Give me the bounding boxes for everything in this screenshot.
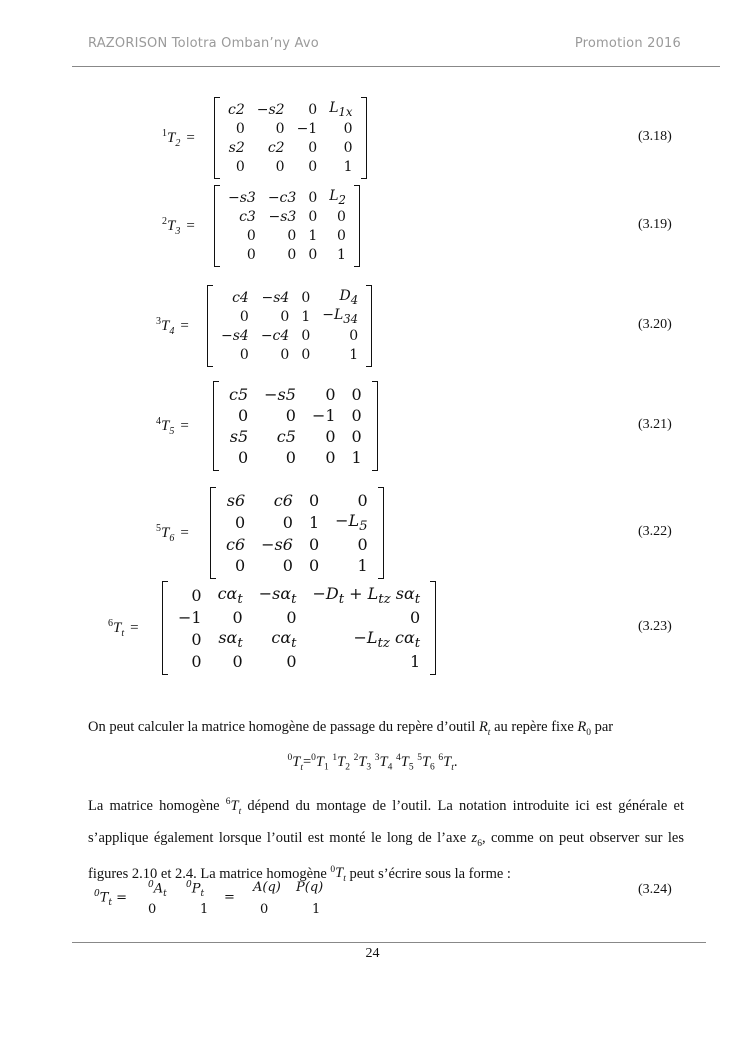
matrix-cell: −s6 (261, 535, 293, 555)
matrix-cell: $L_{1x}$ (329, 100, 353, 119)
equation-number: (3.21) (638, 417, 672, 432)
left-bracket (214, 185, 220, 267)
matrix-row (222, 207, 352, 226)
matrix-row (222, 157, 359, 176)
matrix-cell: $c\alpha_t$ (271, 628, 297, 652)
matrix-cell: −s4 (261, 289, 290, 306)
matrix-cell: −1 (311, 406, 336, 425)
matrix-cell: c4 (232, 289, 249, 306)
matrix-cell: 0 (325, 427, 336, 446)
matrix-row (215, 345, 364, 364)
matrix-cell: −s2 (256, 101, 285, 118)
matrix-cell: 0 (285, 406, 296, 425)
block-equation (94, 880, 654, 920)
matrix-label: $^5T_6$ = (156, 523, 189, 544)
matrix-cell: $c\alpha_t$ (217, 584, 243, 608)
matrix-cell: 0 (232, 652, 243, 672)
equation-number: (3.18) (638, 129, 672, 144)
left-bracket (214, 97, 220, 179)
matrix-cell: $-L_{34}$ (322, 307, 359, 326)
matrix-cell: s6 (226, 491, 246, 510)
matrix-cell: 1 (351, 448, 362, 467)
matrix-cell: 0 (409, 608, 421, 628)
matrix-row (215, 326, 364, 345)
matrix-row (215, 288, 364, 307)
matrix-cell: 0 (308, 556, 320, 576)
matrix-cell: 1 (308, 513, 320, 533)
matrix-cell: 0 (234, 513, 246, 533)
matrix-cell: −c4 (260, 327, 290, 344)
right-bracket (354, 185, 360, 267)
matrix-cell: −s4 (221, 327, 249, 344)
matrix-row (218, 555, 376, 576)
header-author: RAZORISON Tolotra Omban’ny Avo (88, 36, 319, 51)
matrix (215, 288, 364, 364)
matrix-cell: 0 (275, 120, 285, 137)
matrix-cell: −s3 (268, 208, 297, 225)
matrix-cell: 0 (337, 208, 346, 225)
matrix-cell: 0 (235, 120, 245, 137)
equation-number-3-24: (3.24) (638, 882, 672, 897)
matrix-cell: 0 (237, 406, 249, 425)
matrix (222, 188, 352, 264)
matrix-row (221, 405, 370, 426)
matrix-cell: 0 (287, 246, 297, 263)
matrix-cell: 0 (191, 586, 202, 606)
matrix-cell: s5 (229, 427, 249, 446)
matrix-row (218, 511, 376, 534)
matrix-cell: $-s\alpha_t$ (258, 584, 297, 608)
matrix-cell: $s\alpha_t$ (218, 628, 243, 652)
block-eq-cell-0At: $^0A_t$ (148, 880, 167, 899)
matrix-cell: 0 (280, 346, 290, 363)
matrix-label: $^3T_4$ = (156, 316, 189, 337)
right-bracket (372, 381, 378, 471)
matrix-cell: c5 (276, 427, 296, 446)
matrix-cell: c2 (228, 101, 245, 118)
matrix (218, 490, 376, 576)
block-eq-cell-0Pt: $^0P_t$ (186, 880, 205, 899)
matrix-cell: 0 (191, 652, 202, 672)
header-rule (72, 66, 720, 67)
matrix-cell: 0 (351, 406, 362, 425)
matrix-cell: 0 (301, 289, 311, 306)
matrix-cell: 0 (357, 535, 368, 555)
block-eq-cell-one: 1 (200, 902, 209, 917)
right-bracket (366, 285, 372, 367)
right-bracket (430, 581, 436, 675)
block-eq-cell-one-2: 1 (312, 902, 321, 917)
matrix-row (170, 651, 428, 672)
matrix-cell: 0 (235, 158, 245, 175)
matrix-cell: 0 (301, 327, 311, 344)
matrix-cell: 1 (357, 556, 368, 576)
matrix-row (222, 226, 352, 245)
equation-number: (3.22) (638, 524, 672, 539)
matrix-cell: 0 (280, 308, 290, 325)
block-eq-equals: = (224, 890, 235, 905)
matrix-cell: 0 (282, 556, 293, 576)
matrix-row (170, 584, 428, 607)
matrix-cell: 0 (308, 208, 318, 225)
matrix-cell: 0 (232, 608, 243, 628)
matrix-cell: c6 (226, 535, 246, 555)
matrix-cell: 0 (343, 139, 353, 156)
matrix-row (170, 607, 428, 628)
matrix (221, 384, 370, 468)
left-bracket (213, 381, 219, 471)
matrix-cell: 0 (286, 608, 297, 628)
matrix-cell: 0 (308, 535, 320, 555)
matrix-cell: s2 (228, 139, 245, 156)
matrix-cell: 0 (357, 491, 368, 510)
matrix-cell: c5 (229, 385, 249, 404)
right-bracket (361, 97, 367, 179)
matrix-cell: 0 (237, 448, 249, 467)
block-eq-cell-zero: 0 (148, 902, 157, 917)
matrix-cell: $D_4$ (339, 288, 359, 307)
matrix-cell: $-L_{tz}$ $c\alpha_t$ (353, 628, 421, 652)
matrix-cell: $L_2$ (329, 188, 346, 207)
matrix-cell: 0 (308, 189, 318, 206)
matrix-label: $^4T_5$ = (156, 416, 189, 437)
matrix-row (222, 188, 352, 207)
left-bracket (207, 285, 213, 367)
product-equation: $^0T_t=^0T_1$ $^1T_2$ $^2T_3$ $^3T_4$ $^4T_5$ $^5T_6$ $^6T_t$. (287, 753, 458, 773)
matrix-row (215, 307, 364, 326)
matrix-cell: 0 (286, 652, 297, 672)
matrix-row (222, 138, 359, 157)
block-eq-cell-Aq: A(q) (253, 880, 281, 895)
matrix-cell: 0 (325, 385, 336, 404)
matrix-cell: 0 (337, 227, 346, 244)
block-eq-cell-zero-2: 0 (260, 902, 269, 917)
matrix-row (221, 384, 370, 405)
matrix-cell: 1 (349, 346, 359, 363)
matrix-label: $^2T_3$ = (162, 216, 195, 237)
matrix-cell: 0 (308, 246, 318, 263)
matrix (170, 584, 428, 672)
matrix-cell: 0 (351, 427, 362, 446)
equation-number: (3.23) (638, 619, 672, 634)
matrix-cell: 0 (308, 491, 320, 510)
matrix-cell: 1 (308, 227, 318, 244)
matrix-row (218, 490, 376, 511)
matrix-cell: −s5 (264, 385, 296, 404)
matrix-cell: 0 (349, 327, 359, 344)
matrix-cell: 0 (191, 630, 202, 650)
matrix-label: $^6T_t$ = (108, 618, 139, 639)
matrix-cell: 0 (239, 346, 249, 363)
matrix-cell: $-L_5$ (335, 511, 368, 535)
matrix-cell: 0 (308, 139, 318, 156)
matrix-row (221, 447, 370, 468)
equation-number: (3.20) (638, 317, 672, 332)
block-eq-lhs: $^0T_t$ = (94, 889, 128, 908)
matrix-cell: −c3 (267, 189, 297, 206)
matrix-cell: c6 (273, 491, 293, 510)
matrix-cell: −s3 (228, 189, 256, 206)
matrix-cell: 0 (234, 556, 246, 576)
paragraph-2: La matrice homogène $^6T_t$ dépend du montage de l’outil. La notation introduite ici est générale et s’applique également lorsque l’outil est monté le long de l’axe $z_6$, comme on peut observer sur les figures 2.10 et 2.4. La matrice homogène $^0T_t$ peut s’écrire sous la forme : (88, 797, 684, 885)
matrix-cell: 1 (409, 652, 421, 672)
matrix-cell: 0 (325, 448, 336, 467)
footer-rule (72, 942, 706, 943)
matrix-row (222, 245, 352, 264)
matrix-cell: −1 (296, 120, 318, 137)
matrix-cell: −1 (178, 608, 202, 628)
left-bracket (210, 487, 216, 579)
block-eq-cell-Pq: P(q) (296, 880, 324, 895)
left-bracket (162, 581, 168, 675)
matrix-cell: 0 (246, 227, 256, 244)
matrix-cell: 1 (337, 246, 346, 263)
matrix-cell: 0 (239, 308, 249, 325)
matrix-cell: c2 (267, 139, 285, 156)
matrix-cell: 0 (275, 158, 285, 175)
matrix-cell: 0 (282, 513, 293, 533)
matrix-cell: 0 (308, 158, 318, 175)
matrix-row (218, 534, 376, 555)
matrix-cell: 0 (246, 246, 256, 263)
right-bracket (378, 487, 384, 579)
equation-number: (3.19) (638, 217, 672, 232)
matrix-row (170, 628, 428, 651)
page-number: 24 (365, 946, 380, 961)
matrix-cell: 0 (301, 346, 311, 363)
matrix-row (221, 426, 370, 447)
matrix-row (222, 119, 359, 138)
paragraph-1: On peut calculer la matrice homogène de passage du repère d’outil $R_t$ au repère fixe $R_0$ par (88, 719, 614, 738)
matrix-cell: 0 (285, 448, 296, 467)
header-promotion: Promotion 2016 (574, 36, 681, 51)
matrix-label: $^1T_2$ = (162, 128, 195, 149)
matrix-cell: 0 (343, 120, 353, 137)
matrix-row (222, 100, 359, 119)
matrix-cell: 0 (351, 385, 362, 404)
matrix-cell: 1 (343, 158, 353, 175)
matrix-cell: $-D_t + L_{tz}$ $s\alpha_t$ (312, 584, 421, 608)
matrix (222, 100, 359, 176)
matrix-cell: c3 (239, 208, 256, 225)
matrix-cell: 1 (301, 308, 311, 325)
matrix-cell: 0 (287, 227, 297, 244)
matrix-cell: 0 (308, 101, 318, 118)
